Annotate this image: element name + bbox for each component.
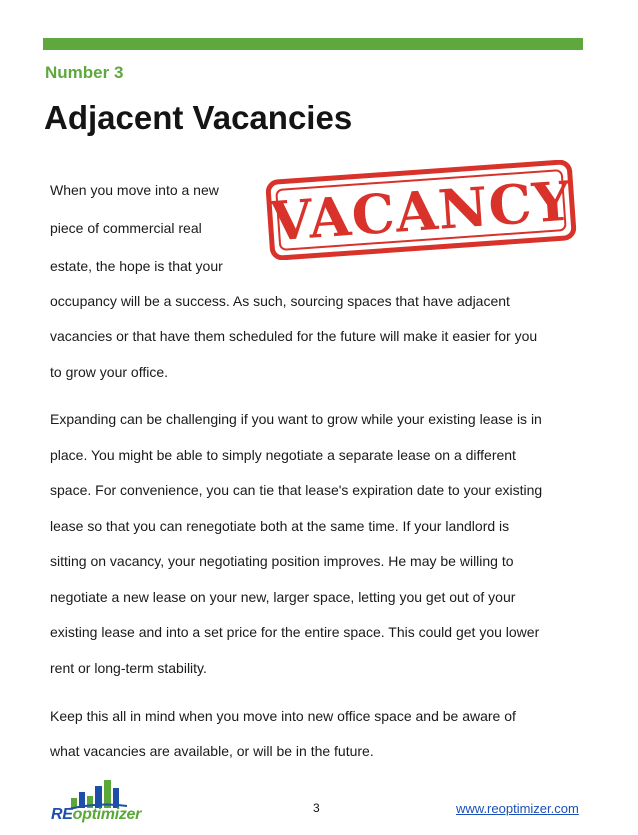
paragraph-line: negotiate a new lease on your new, larger space, letting you get out of your bbox=[50, 589, 516, 605]
page-title: Adjacent Vacancies bbox=[44, 99, 353, 136]
paragraph-line: Keep this all in mind when you move into new office space and be aware of bbox=[50, 708, 516, 724]
paragraph-line: sitting on vacancy, your negotiating position improves. He may be willing to bbox=[50, 553, 514, 569]
stamp-text: VACANCY bbox=[268, 168, 575, 254]
top-accent-bar bbox=[43, 38, 583, 50]
section-number: Number 3 bbox=[45, 63, 124, 82]
paragraph-line: rent or long-term stability. bbox=[50, 660, 207, 676]
paragraph-line: existing lease and into a set price for the entire space. This could get you lower bbox=[50, 624, 540, 640]
page-number: 3 bbox=[313, 801, 320, 815]
paragraph-line: estate, the hope is that your bbox=[50, 258, 223, 274]
paragraph-line: lease so that you can renegotiate both at the same time. If your landlord is bbox=[50, 518, 510, 534]
paragraph-line: what vacancies are available, or will be in the future. bbox=[50, 743, 374, 759]
logo-optimizer: optimizer bbox=[72, 806, 142, 823]
logo-wordmark bbox=[51, 806, 141, 824]
paragraph-line: space. For convenience, you can tie that lease's expiration date to your existing bbox=[50, 482, 543, 498]
paragraph-line: vacancies or that have them scheduled for the future will make it easier for you bbox=[50, 328, 538, 344]
paragraph-line: to grow your office. bbox=[50, 364, 169, 380]
reoptimizer-logo bbox=[51, 776, 151, 828]
paragraph-line: piece of commercial real bbox=[50, 220, 202, 236]
building-chart-icon bbox=[69, 776, 129, 810]
paragraph-line: place. You might be able to simply negotiate a separate lease on a different bbox=[50, 447, 516, 463]
logo-re: RE bbox=[51, 806, 73, 823]
paragraph-line: Expanding can be challenging if you want to grow while your existing lease is in bbox=[50, 411, 542, 427]
paragraph-line: When you move into a new bbox=[50, 182, 219, 198]
vacancy-stamp-image bbox=[262, 160, 580, 260]
website-link[interactable]: www.reoptimizer.com bbox=[456, 801, 579, 816]
paragraph-line: occupancy will be a success. As such, sourcing spaces that have adjacent bbox=[50, 293, 510, 309]
